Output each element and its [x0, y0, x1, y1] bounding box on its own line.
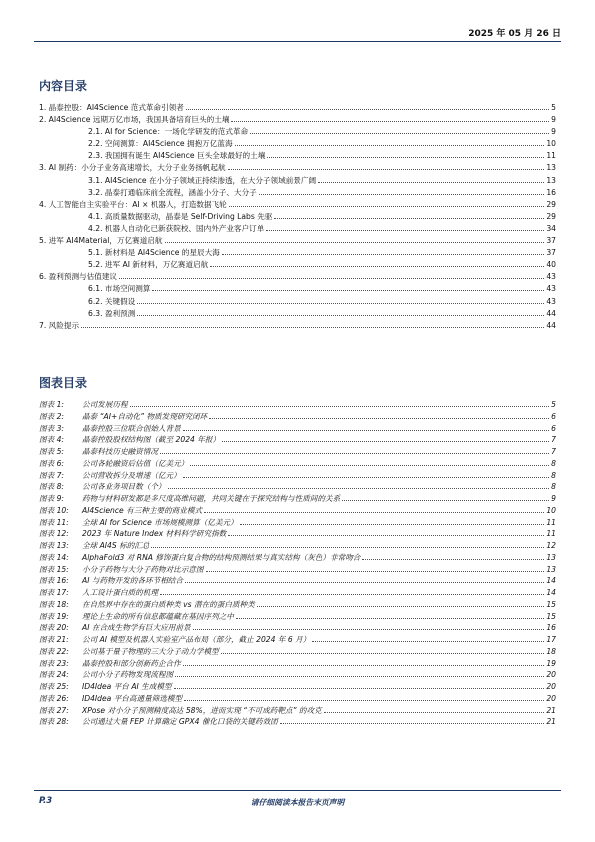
dot-leader [318, 181, 544, 183]
figure-entry-label: 小分子药物与大分子药物对比示意图 [82, 564, 204, 574]
toc-entry-page: 43 [546, 284, 556, 294]
figure-entry[interactable] [39, 716, 556, 728]
figure-entry-label: 理论上生命的所有信息都蕴藏在基因序列之中 [82, 611, 234, 621]
dot-leader [250, 132, 549, 134]
figure-entry[interactable] [39, 599, 556, 611]
figure-entry-caption [39, 575, 183, 587]
dot-leader [204, 511, 544, 513]
figure-entry-caption [39, 658, 181, 670]
toc-entry-page: 13 [546, 175, 556, 185]
figure-entry-caption [39, 540, 149, 552]
dot-leader [231, 120, 549, 122]
figure-entry-label: XPose 对小分子预测精度高达 58%，进而实现 “不可成药靶点” 的攻克 [82, 705, 322, 715]
figure-entry-caption [39, 634, 310, 646]
figure-entry-label: 公司通过大量 FEP 计算确定 GPX4 催化口袋的关键药效团 [82, 717, 278, 727]
figure-entry-caption [39, 517, 238, 529]
figure-entry-label: 全球 AI for Science 市场规模测算（亿美元） [82, 517, 238, 527]
figure-entry-caption [39, 399, 128, 411]
figure-entry-number: 图表 5: [39, 447, 64, 456]
figure-entry-label: AI4Science 有三种主要的商业模式 [82, 505, 203, 515]
toc-entry-label: 5.1. 新材料是 AI4Science 的星辰大海 [88, 248, 220, 258]
figure-entry-number: 图表 6: [39, 458, 64, 468]
toc-entry-page: 10 [546, 139, 556, 149]
figure-entry-label: 公司 AI 模型及机器人实验室产品布局（部分，截止 2024 年 6 月） [82, 635, 311, 644]
figure-entry-caption [39, 434, 220, 446]
toc-entry[interactable] [39, 126, 556, 138]
toc-entry[interactable] [39, 223, 556, 235]
dot-leader [137, 314, 544, 316]
dot-leader [210, 265, 544, 267]
figure-entry-caption [39, 446, 158, 458]
figure-entry-caption [39, 681, 172, 693]
toc-entry-page: 44 [546, 320, 556, 330]
toc-entry-label: 3.1. AI4Science 在小分子领域正持续渗透，在大分子领域前景广阔 [88, 175, 317, 185]
figure-entry-page: 8 [551, 482, 556, 492]
figure-entry[interactable] [39, 411, 556, 423]
figure-entry[interactable] [39, 399, 556, 411]
dot-leader [184, 699, 544, 701]
toc-entry[interactable] [39, 296, 556, 308]
figure-entry-number: 图表 23: [39, 658, 69, 668]
figure-entry-caption [39, 599, 255, 611]
figure-entry[interactable] [39, 552, 556, 564]
toc-entry-label: 3. AI 制药：小分子业务高速增长，大分子业务扬帆起航 [39, 163, 226, 173]
figure-entry-caption [39, 693, 182, 705]
figure-entry-page: 16 [546, 623, 556, 633]
figure-entry-page: 20 [546, 670, 556, 680]
figure-entry-label: 公司各轮融资后估值（亿美元） [82, 458, 189, 468]
toc-entry-label: 3.2. 晶泰打通临床前全流程，涵盖小分子、大分子 [88, 187, 257, 197]
figure-entry-caption [39, 423, 181, 435]
toc-entry[interactable] [39, 211, 556, 223]
figure-entry-page: 15 [546, 611, 556, 621]
figure-entry-page: 14 [546, 576, 556, 586]
dot-leader [193, 628, 545, 630]
dot-leader [185, 581, 544, 583]
figure-entry[interactable] [39, 470, 556, 482]
dot-leader [267, 156, 544, 158]
footer-disclaimer: 请仔细阅读本报告末页声明 [250, 798, 345, 807]
toc-entry-label: 2.3. 我国拥有诞生 AI4Science 巨头全球最好的土壤 [88, 151, 266, 161]
toc-entry-label: 2.2. 空间测算：AI4Science 拥抱万亿蓝海 [88, 139, 233, 149]
figure-list [39, 399, 556, 728]
figure-entry-page: 11 [546, 517, 556, 527]
figure-entry-page: 6 [551, 411, 556, 421]
figure-entry[interactable] [39, 681, 556, 693]
figure-entry-caption [39, 622, 191, 634]
toc-entry[interactable] [39, 320, 556, 332]
figure-entry-label: AlphaFold3 对 RNA 修饰蛋白复合物的结构预测结果与真实结构（灰色）非常吻合 [82, 552, 361, 562]
figure-entry-label: ID4Idea 平台 AI 生成模型 [82, 682, 172, 691]
figure-entry-number: 图表 11: [39, 517, 69, 527]
figure-entry-number: 图表 20: [39, 623, 69, 633]
dot-leader [160, 593, 544, 595]
figure-entry-number: 图表 9: [39, 494, 64, 503]
figure-entry-page: 14 [546, 588, 556, 597]
figure-entry-page: 13 [546, 552, 556, 562]
toc-entry[interactable] [39, 187, 556, 199]
figure-entry-number: 图表 3: [39, 423, 64, 433]
dot-leader [137, 302, 544, 304]
toc-entry-page: 29 [546, 211, 556, 221]
figure-entry[interactable] [39, 540, 556, 552]
dot-leader [229, 205, 545, 207]
dot-leader [209, 417, 549, 419]
toc-entry-page: 43 [546, 296, 556, 306]
figure-entry[interactable] [39, 423, 556, 435]
toc-title: 内容目录 [39, 79, 88, 93]
figure-entry-label: AI 在合成生物学有巨大应用前景 [82, 623, 191, 633]
figure-entry[interactable] [39, 634, 556, 646]
dot-leader [236, 617, 544, 619]
figure-entry-number: 图表 27: [39, 705, 69, 715]
dot-leader [186, 108, 549, 110]
figure-entry-caption [39, 458, 188, 470]
toc-entry-page: 43 [546, 272, 556, 282]
toc-entry-page: 37 [546, 236, 556, 246]
figure-entry[interactable] [39, 669, 556, 681]
toc-entry-label: 2.1. AI for Science：一场化学研发的范式革命 [88, 127, 249, 137]
toc-entry-page: 13 [546, 163, 556, 173]
figure-entry-label: 晶泰 “AI+自动化” 物质发现研究闭环 [82, 411, 208, 421]
dot-leader [130, 405, 550, 407]
figure-entry-page: 11 [546, 529, 556, 539]
toc-entry-label: 2. AI4Science 远期万亿市场，我国具备培育巨头的土壤 [39, 115, 230, 125]
dot-leader [190, 464, 549, 466]
figure-entry-number: 图表 24: [39, 670, 69, 680]
toc-entry-label: 6. 盈利预测与估值建议 [39, 272, 118, 282]
toc-entry[interactable] [39, 283, 556, 295]
toc-entry-label: 4. 人工智能自主实验平台：AI × 机器人，打造数据飞轮 [39, 199, 227, 209]
figure-entry[interactable] [39, 646, 556, 658]
figure-entry-label: 晶泰控股三位联合创始人背景 [82, 423, 181, 433]
report-date: 2025 年 05 月 26 日 [468, 29, 561, 39]
figure-entry-label: 晶泰控股股权结构图（截至 2024 年报） [82, 435, 221, 445]
dot-leader [342, 499, 549, 501]
figure-entry-number: 图表 17: [39, 588, 69, 597]
toc-entry[interactable] [39, 175, 556, 187]
dot-leader [312, 640, 544, 642]
figure-entry-number: 图表 8: [39, 482, 64, 492]
figure-entry[interactable] [39, 658, 556, 670]
figure-entry-number: 图表 13: [39, 541, 69, 550]
toc-entry[interactable] [39, 199, 556, 211]
dot-leader [222, 440, 549, 442]
figure-list-title: 图表目录 [39, 376, 88, 390]
toc-entry-label: 1. 晶泰控股：AI4Science 范式革命引领者 [39, 103, 184, 112]
figure-entry-caption [39, 705, 322, 717]
figure-entry-page: 10 [546, 505, 556, 515]
figure-entry[interactable] [39, 481, 556, 493]
toc-entry-label: 6.1. 市场空间测算 [88, 284, 151, 294]
toc-entry-label: 7. 风险提示 [39, 320, 80, 330]
toc-entry[interactable] [39, 114, 556, 126]
figure-entry[interactable] [39, 575, 556, 587]
toc-entry[interactable] [39, 150, 556, 162]
figure-entry[interactable] [39, 564, 556, 576]
figure-entry-page: 9 [551, 494, 556, 503]
dot-leader [266, 229, 544, 231]
toc-entry-page: 16 [546, 187, 556, 197]
figure-entry-page: 8 [551, 470, 556, 480]
header-divider [34, 41, 561, 42]
dot-leader [206, 570, 545, 572]
dot-leader [81, 326, 544, 328]
figure-entry-number: 图表 16: [39, 576, 69, 586]
dot-leader [228, 168, 545, 170]
toc-entry-page: 9 [551, 115, 556, 125]
dot-leader [160, 452, 549, 454]
toc-entry[interactable] [39, 235, 556, 247]
figure-entry-caption [39, 528, 226, 540]
dot-leader [183, 664, 545, 666]
toc-entry[interactable] [39, 102, 556, 114]
figure-entry-label: 人工设计蛋白质的机理 [82, 588, 158, 597]
figure-entry-page: 5 [551, 400, 556, 409]
figure-entry-page: 20 [546, 693, 556, 703]
figure-entry-caption [39, 411, 207, 423]
figure-entry-label: 公司发展历程 [82, 400, 128, 409]
toc-entry-page: 34 [546, 223, 556, 233]
figure-entry-label: 公司小分子药物发现流程图 [82, 670, 174, 680]
figure-entry-label: 公司基于量子物理的三大分子动力学模型 [82, 646, 219, 656]
figure-entry[interactable] [39, 493, 556, 505]
toc-entry-label: 5. 进军 AI4Material，万亿赛道启航 [39, 236, 163, 246]
dot-leader [165, 241, 545, 243]
figure-entry-caption [39, 716, 278, 728]
dot-leader [175, 675, 544, 677]
figure-entry-caption [39, 552, 360, 564]
figure-entry-page: 21 [546, 717, 556, 727]
figure-entry[interactable] [39, 517, 556, 529]
figure-entry-page: 15 [546, 599, 556, 609]
dot-leader [257, 605, 545, 607]
figure-entry[interactable] [39, 622, 556, 634]
figure-entry-caption [39, 470, 181, 482]
figure-entry-page: 17 [546, 635, 556, 644]
dot-leader [235, 144, 545, 146]
toc-entry-page: 9 [551, 127, 556, 137]
figure-entry-page: 6 [551, 423, 556, 433]
figure-entry-number: 图表 4: [39, 435, 64, 445]
toc-entry-page: 29 [546, 199, 556, 209]
dot-leader [183, 429, 549, 431]
figure-entry-page: 19 [546, 658, 556, 668]
figure-entry-page: 12 [546, 541, 556, 550]
dot-leader [259, 193, 545, 195]
figure-entry-label: 晶泰科技历史融资情况 [82, 447, 158, 456]
toc-entry-label: 6.2. 关键假设 [88, 296, 136, 306]
dot-leader [151, 546, 544, 548]
figure-entry-page: 21 [546, 705, 556, 715]
figure-entry-number: 图表 1: [39, 400, 64, 409]
dot-leader [274, 217, 544, 219]
figure-entry-label: AI 与药物开发的各环节相结合 [82, 576, 183, 586]
figure-entry[interactable] [39, 587, 556, 599]
footer-divider [34, 790, 561, 791]
page-number: P.3 [39, 796, 53, 806]
dot-leader [222, 253, 545, 255]
dot-leader [324, 711, 545, 713]
toc-entry[interactable] [39, 271, 556, 283]
toc-entry-label: 6.3. 盈利预测 [88, 308, 136, 318]
toc-entry-page: 44 [546, 308, 556, 318]
toc-list [39, 102, 556, 332]
figure-entry-caption [39, 646, 219, 658]
toc-entry-page: 37 [546, 248, 556, 258]
figure-entry-caption [39, 564, 204, 576]
figure-entry-label: ID4Idea 平台高通量筛选模型 [82, 693, 183, 703]
figure-entry-number: 图表 28: [39, 717, 69, 727]
figure-entry-caption [39, 493, 340, 505]
figure-entry-page: 8 [551, 458, 556, 468]
dot-leader [362, 558, 544, 560]
figure-entry-number: 图表 10: [39, 505, 69, 515]
figure-entry-label: 2023 年 Nature Index 材料科学研究指数 [82, 529, 227, 539]
figure-entry-number: 图表 21: [39, 635, 69, 644]
dot-leader [119, 277, 544, 279]
figure-entry-page: 18 [546, 646, 556, 656]
figure-entry-caption [39, 611, 234, 623]
dot-leader [183, 476, 549, 478]
figure-entry-label: 公司各业务项目数（个） [82, 482, 166, 492]
toc-entry-label: 5.2. 进军 AI 新材料，万亿赛道启航 [88, 260, 209, 270]
figure-entry[interactable] [39, 458, 556, 470]
figure-entry-number: 图表 7: [39, 470, 64, 480]
toc-entry-label: 4.1. 高质量数据驱动，晶泰是 Self-Driving Labs 先驱 [88, 211, 273, 221]
toc-entry[interactable] [39, 162, 556, 174]
toc-entry-page: 11 [546, 151, 556, 161]
toc-entry[interactable] [39, 308, 556, 320]
toc-entry[interactable] [39, 138, 556, 150]
figure-entry-number: 图表 12: [39, 529, 69, 539]
figure-entry[interactable] [39, 705, 556, 717]
figure-entry[interactable] [39, 693, 556, 705]
figure-entry-page: 7 [551, 447, 556, 456]
figure-entry-number: 图表 14: [39, 552, 69, 562]
figure-entry-page: 13 [546, 564, 556, 574]
figure-entry[interactable] [39, 611, 556, 623]
figure-entry-caption [39, 669, 173, 681]
figure-entry-label: 公司营收拆分及增速（亿元） [82, 470, 181, 480]
figure-entry[interactable] [39, 434, 556, 446]
figure-entry-number: 图表 2: [39, 411, 64, 421]
dot-leader [152, 289, 544, 291]
dot-leader [280, 722, 545, 724]
figure-entry[interactable] [39, 446, 556, 458]
toc-entry[interactable] [39, 259, 556, 271]
dot-leader [240, 523, 545, 525]
figure-entry-number: 图表 15: [39, 564, 69, 574]
figure-entry-page: 7 [551, 435, 556, 445]
dot-leader [228, 534, 544, 536]
figure-entry-caption [39, 587, 158, 599]
toc-entry-label: 4.2. 机器人自动化已新获院校、国内外产业客户订单 [88, 223, 265, 233]
toc-entry-page: 40 [546, 260, 556, 270]
figure-entry[interactable] [39, 505, 556, 517]
figure-entry-number: 图表 18: [39, 599, 69, 609]
figure-entry[interactable] [39, 528, 556, 540]
toc-entry[interactable] [39, 247, 556, 259]
figure-entry-number: 图表 19: [39, 611, 69, 621]
figure-entry-number: 图表 25: [39, 682, 69, 691]
dot-leader [174, 687, 545, 689]
figure-entry-number: 图表 26: [39, 693, 69, 703]
figure-entry-page: 20 [546, 682, 556, 691]
figure-entry-caption [39, 505, 202, 517]
figure-entry-caption [39, 481, 166, 493]
figure-entry-label: 在自然界中存在的蛋白质种类 vs 潜在的蛋白质种类 [82, 599, 255, 609]
figure-entry-label: 药物与材料研发都是多尺度高维问题，共同关键在于探究结构与性质间的关系 [82, 494, 341, 503]
dot-leader [221, 652, 545, 654]
figure-entry-label: 晶泰控股和部分创新药企合作 [82, 658, 181, 668]
toc-entry-page: 5 [551, 103, 556, 112]
figure-entry-number: 图表 22: [39, 646, 69, 656]
figure-entry-label: 全球 AI4S 标的汇总 [82, 541, 150, 550]
dot-leader [168, 487, 550, 489]
